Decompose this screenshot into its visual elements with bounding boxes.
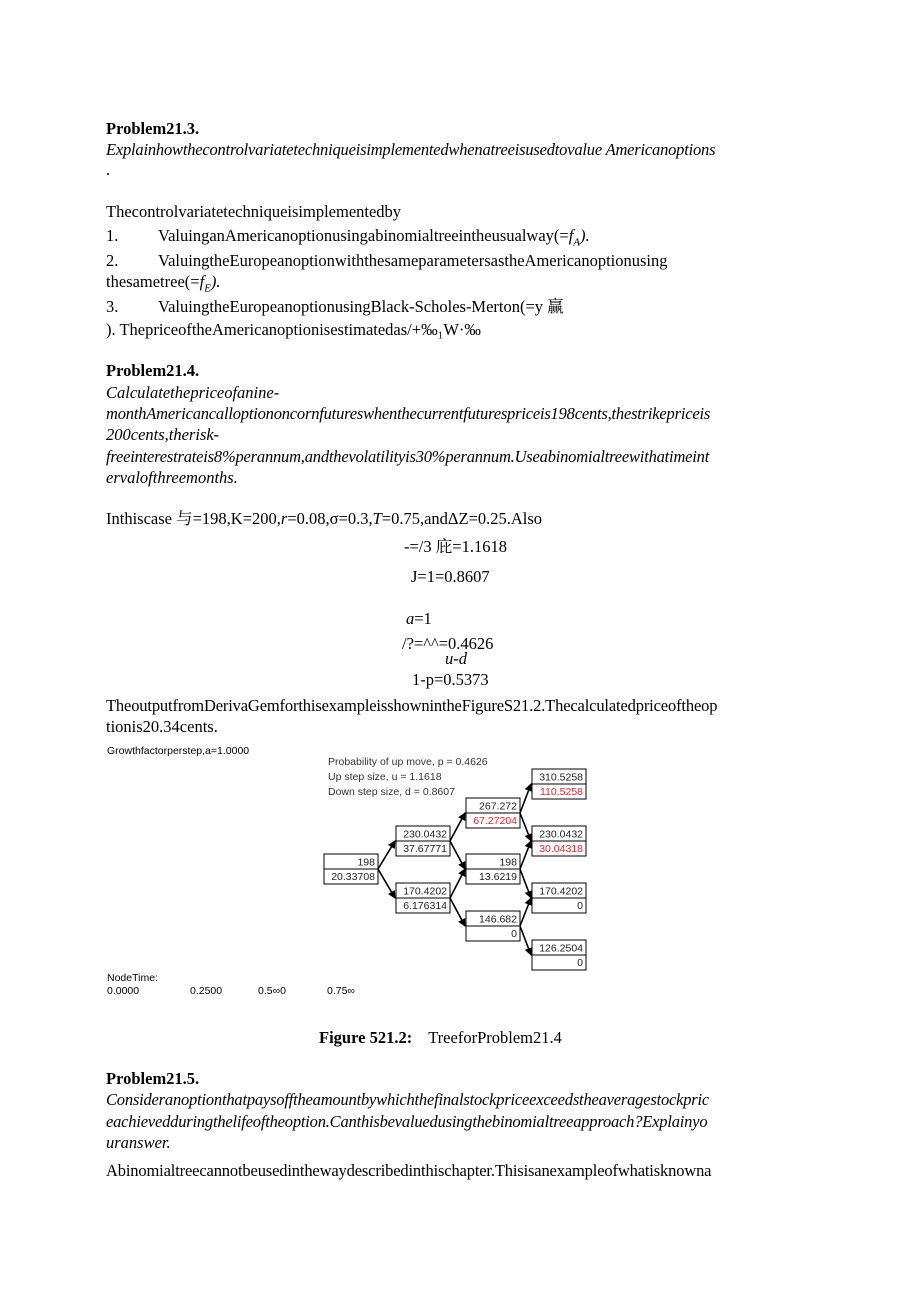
problem-21-5-answer-line-1: Abinomialtreecannotbeusedinthewaydescribedinthischapter.Thisisanexampleofwhatisknowna [106,1161,712,1180]
tree-edge [520,869,531,898]
problem-21-4-question-line-4: freeinterestrateis8%perannum,andthevolatilityis30%perannum.Useabinomialtreewithatimeint [106,447,710,466]
problem-21-4-question-line-3: 200cents,therisk- [106,425,220,444]
tree-node [396,826,450,856]
growth-factor-label: Growthfactorperstep,a=1.0000 [107,745,250,757]
equation-p: /?=^^=0.4626 [402,634,494,653]
tree-node [532,826,586,856]
time-3: 0.75∞ [327,985,355,997]
node-price-label: 170.4202 [403,885,447,898]
output-line-1: TheoutputfromDerivaGemforthisexampleisshownintheFigureS21.2.Thecalculatedpriceoftheop [106,696,718,715]
binomial-tree-figure [320,750,600,972]
node-option-value-label: 0 [577,900,583,912]
tree-edge [450,869,465,898]
node-time-label: NodeTime: [107,972,158,984]
equation-denominator: u-d [445,649,467,668]
step-2-number: 2. [106,251,119,270]
step-3-number: 3. [106,297,119,316]
tree-edge [520,926,531,955]
node-option-value-label: 30.04318 [539,843,583,855]
equation-u: -=/3 庇=1.1618 [404,537,507,556]
equation-a: a=1 [406,609,432,628]
problem-21-5-question-line-2: eachievedduringthelifeoftheoption.Canthisbevaluedusingthebinomialtreeapproach?Explainyo [106,1112,708,1131]
tree-node [532,940,586,970]
tree-edge [450,841,465,869]
step-3-continuation: ). ThepriceoftheAmericanoptionisestimatedas/+‰₁W·‰ [106,320,481,339]
time-0: 0.0000 [107,985,140,997]
problem-21-5-question-line-3: uranswer. [106,1133,171,1152]
node-price-label: 230.0432 [403,828,447,841]
tree-node [466,854,520,884]
tree-edge [520,813,531,841]
tree-edge [378,869,395,898]
equation-1-minus-p: 1-p=0.5373 [412,670,489,689]
tree-edge [520,784,531,813]
output-line-2: tionis20.34cents. [106,717,218,736]
equation-d: J=1=0.8607 [411,567,490,586]
tree-node [396,883,450,913]
tree-edge [450,898,465,926]
tree-edge [520,898,531,926]
node-price-label: 146.682 [479,913,517,926]
info-down-step: Down step size, d = 0.8607 [328,786,455,798]
tree-node [532,883,586,913]
tree-node [466,911,520,941]
problem-21-5-question-line-1: Consideranoptionthatpaysofftheamountbywhichthefinalstockpriceexceedstheaveragestockpric [106,1090,710,1109]
problem-21-4-question-line-2: monthAmericancalloptiononcornfutureswhenthecurrentfuturespriceis198cents,thestrikepriceis [106,404,711,423]
info-probability: Probability of up move, p = 0.4626 [328,756,488,768]
node-option-value-label: 13.6219 [479,871,517,883]
problem-21-4-question-line-5: ervalofthreemonths. [106,468,238,487]
problem-21-5-title: Problem21.5. [106,1069,200,1088]
step-2-text: ValuingtheEuropeanoptionwiththesameparametersastheAmericanoptionusing [158,251,668,270]
node-price-label: 310.5258 [539,771,583,784]
node-option-value-label: 20.33708 [331,871,375,883]
node-option-value-label: 37.67771 [403,843,447,855]
time-1: 0.2500 [190,985,223,997]
tree-edge [450,813,465,841]
parameters-line: Inthiscase 与=198,K=200,r=0.08,σ=0.3,T=0.75,andΔZ=0.25.Also [106,509,543,528]
node-option-value-label: 6.176314 [403,900,447,912]
node-price-label: 230.0432 [539,828,583,841]
problem-21-4-question-line-1: Calculatethepriceofanine- [106,383,280,402]
tree-node [324,854,378,884]
node-option-value-label: 110.5258 [539,786,583,798]
problem-21-4-title: Problem21.4. [106,361,200,380]
node-price-label: 198 [499,856,517,869]
problem-21-3-question-end: . [106,160,111,179]
node-price-label: 126.2504 [539,942,583,955]
problem-21-3-intro: Thecontrolvariatetechniqueisimplementedby [106,202,402,221]
node-option-value-label: 0 [577,957,583,969]
problem-21-3-title: Problem21.3. [106,119,200,138]
step-1-text: $ValuinganAmericanoptionusingabinomialtreeintheusualway(=f_A)$. [158,226,590,249]
tree-node [466,798,520,828]
info-up-step: Up step size, u = 1.1618 [328,771,442,783]
figure-caption: Figure 521.2: TreeforProblem21.4 [319,1028,562,1047]
time-2: 0.5∞0 [258,985,286,997]
step-3-text: ValuingtheEuropeanoptionusingBlack-Scholes-Merton(=y 赢 [158,297,564,316]
problem-21-3-question: Explainhowthecontrolvariatetechniqueisimplementedwhenatreeisusedtovalue Americanoptions [106,140,716,159]
node-option-value-label: 67.27204 [473,815,517,827]
node-price-label: 170.4202 [539,885,583,898]
node-price-label: 198 [357,856,375,869]
tree-node [532,769,586,799]
node-price-label: 267.272 [479,800,517,813]
step-1-number: 1. [106,226,119,245]
step-2-continuation: $thesametree(=f_E)$. [106,272,221,295]
tree-edge [520,841,531,869]
tree-edge [378,841,395,869]
node-option-value-label: 0 [511,928,517,940]
